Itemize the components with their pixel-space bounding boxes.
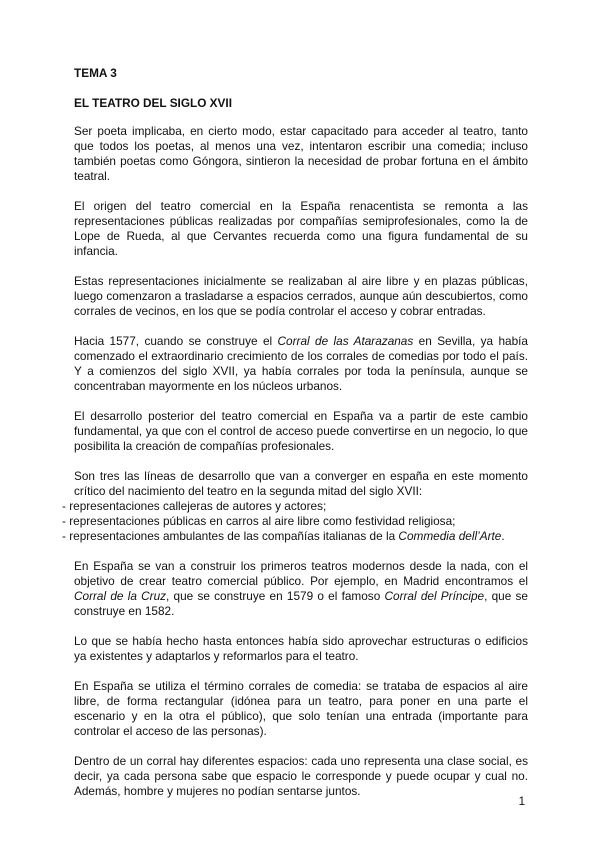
paragraph-7 (74, 559, 528, 619)
document-page (62, 66, 528, 814)
paragraph-8: Lo que se había hecho hasta entonces había sido aprovechar estructuras o edificios ya existentes y adaptarlos y reformarlos para el teatro. (74, 634, 528, 663)
paragraph-7-text-b: , que se construye en 1579 o el famoso (166, 589, 385, 603)
paragraph-6: Son tres las líneas de desarrollo que van a converger en españa en este momento crítico del nacimiento del teatro en la segunda mitad del siglo XVII: (74, 469, 528, 498)
chapter-heading: TEMA 3 (74, 66, 117, 80)
paragraph-1: Ser poeta implicaba, en cierto modo, estar capacitado para acceder al teatro, tanto que todos los poetas, al menos una vez, intentaron escribir una comedia; incluso también poetas como Góngora, sintieron la necesidad de probar fortuna en el ámbito teatral. (74, 124, 528, 183)
paragraph-7-text-c: , que se construye en 1582. (74, 589, 528, 618)
paragraph-5: El desarrollo posterior del teatro comercial en España va a partir de este cambio fundamental, ya que con el control de acceso puede convertirse en un negocio, lo que posibilita la creación de compañías profesionales. (74, 409, 528, 453)
paragraph-7-italic-2: Corral del Príncipe (384, 589, 485, 603)
paragraph-4-text-b: en Sevilla, ya había comenzado el extraordinario crecimiento de los corrales de comedias por todo el país. Y a comienzos del siglo XVII, ya había corrales por toda la península, aunque se concentraban mayormente en los núcleos urbanos. (74, 334, 528, 393)
paragraph-3: Estas representaciones inicialmente se realizaban al aire libre y en plazas públicas, luego comenzaron a trasladarse a espacios cerrados, aunque aún descubiertos, como corrales de vecinos, en los que se podía controlar el acceso y cobrar entradas. (74, 274, 528, 318)
paragraph-9: En España se utiliza el término corrales de comedia: se trataba de espacios al aire libre, de forma rectangular (idónea para un teatro, para poner en una parte el escenario y en la otra el público), que solo tenían una entrada (importante para controlar el acceso de las personas). (74, 679, 528, 738)
list-item: - representaciones públicas en carros al aire libre como festividad religiosa; (62, 514, 456, 528)
document-title: EL TEATRO DEL SIGLO XVII (74, 96, 232, 110)
list-item-text-b: . (501, 529, 505, 543)
paragraph-4-text-a: Hacia 1577, cuando se construye el (74, 334, 278, 348)
paragraph-7-text-a: En España se van a construir los primeros teatros modernos desde la nada, con el objetivo de crear teatro comercial público. Por ejemplo, en Madrid encontramos el (74, 559, 528, 588)
list-item-text-a: - representaciones ambulantes de las compañías italianas de la (62, 529, 399, 543)
page-number: 1 (518, 796, 525, 808)
list-item: - representaciones callejeras de autores y actores; (62, 499, 327, 513)
paragraph-2: El origen del teatro comercial en la España renacentista se remonta a las representaciones públicas realizadas por compañías semiprofesionales, como la de Lope de Rueda, al que Cervantes recuerda como una figura fundamental de su infancia. (74, 199, 528, 258)
paragraph-7-italic-1: Corral de la Cruz (74, 589, 167, 603)
list-item (62, 529, 528, 544)
paragraph-4-italic: Corral de las Atarazanas (277, 334, 414, 348)
development-lines-list (62, 499, 528, 544)
paragraph-10: Dentro de un corral hay diferentes espacios: cada uno representa una clase social, es decir, ya cada persona sabe que espacio le corresponde y puede ocupar y cual no. Además, hombre y mujeres no podían sentarse juntos. (74, 754, 528, 798)
paragraph-4 (74, 334, 528, 394)
list-item-italic: Commedia dell’Arte (398, 529, 502, 543)
